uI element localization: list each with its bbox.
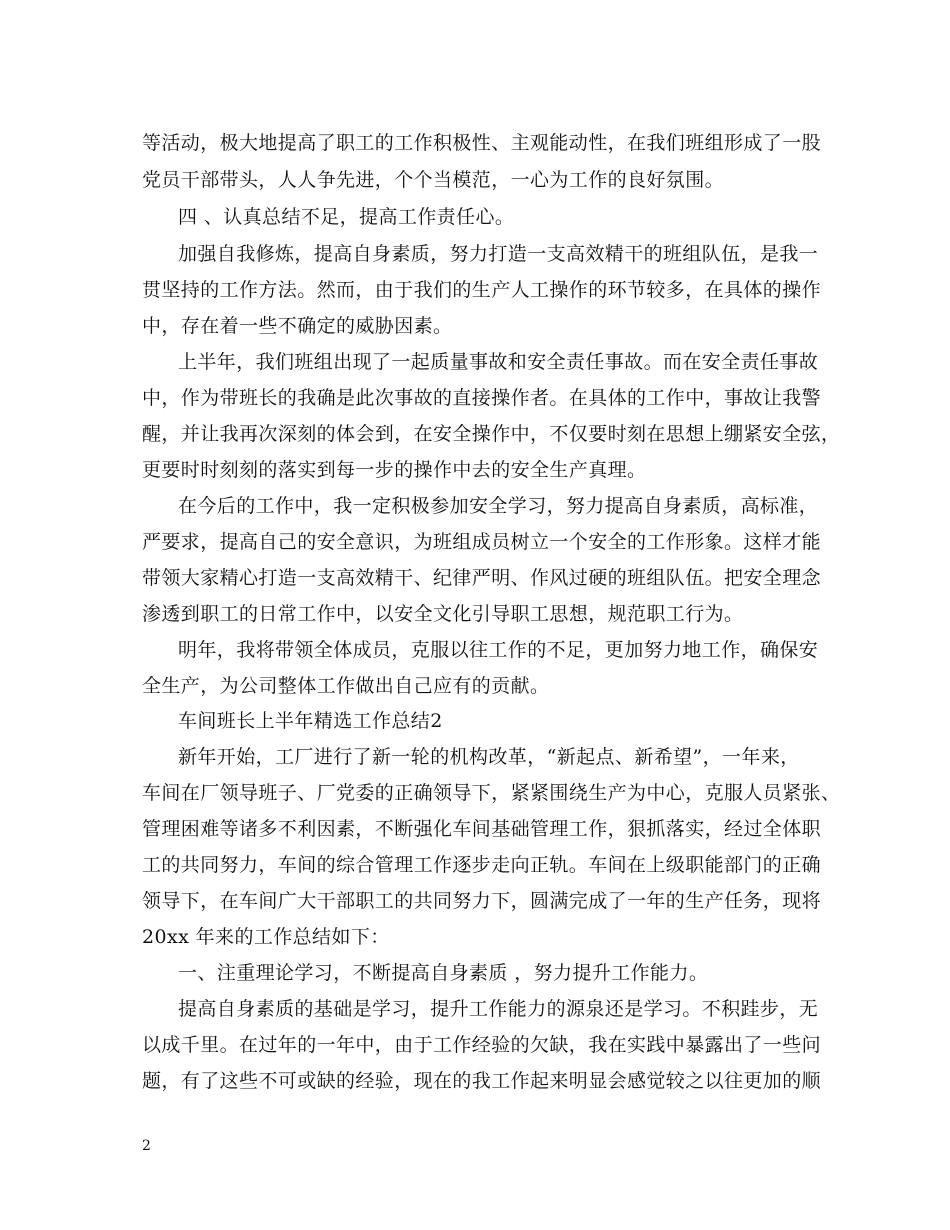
text-line: 提高自身素质的基础是学习，提升工作能力的源泉还是学习。不积跬步，无 [178,998,819,1020]
text-line: 车间在厂领导班子、厂党委的正确领导下，紧紧围绕生产为中心，克服人员紧张、 [142,782,841,804]
text-line: 在今后的工作中，我一定积极参加安全学习，努力提高自身素质，高标准， [178,495,819,517]
text-line: 贯坚持的工作方法。然而，由于我们的生产人工操作的环节较多，在具体的操作 [142,279,822,301]
text-line: 20xx 年来的工作总结如下： [142,926,390,948]
text-line: 题，有了这些不可或缺的经验，现在的我工作起来明显会感觉较之以往更加的顺 [142,1070,822,1092]
section-title: 车间班长上半年精选工作总结2 [178,710,443,732]
text-line: 严要求，提高自己的安全意识，为班组成员树立一个安全的工作形象。这样才能 [142,531,822,553]
text-line: 上半年，我们班组出现了一起质量事故和安全责任事故。而在安全责任事故 [178,351,819,373]
text-line: 醒，并让我再次深刻的体会到，在安全操作中，不仅要时刻在思想上绷紧安全弦， [142,423,841,445]
text-line: 管理困难等诸多不利因素，不断强化车间基础管理工作，狠抓落实，经过全体职 [142,818,822,840]
text-line: 明年，我将带领全体成员，克服以往工作的不足，更加努力地工作，确保安 [178,639,819,661]
text-line: 工的共同努力，车间的综合管理工作逐步走向正轨。车间在上级职能部门的正确 [142,854,822,876]
text-line: 领导下，在车间广大干部职工的共同努力下，圆满完成了一年的生产任务，现将 [142,890,822,912]
text-line: 新年开始，工厂进行了新一轮的机构改革，“新起点、新希望”，一年来， [178,746,800,768]
section-heading: 一、注重理论学习，不断提高自身素质 ，努力提升工作能力。 [178,962,709,984]
text-line: 中，存在着一些不确定的威胁因素。 [142,315,453,337]
text-line: 以成千里。在过年的一年中，由于工作经验的欠缺，我在实践中暴露出了一些问 [142,1034,822,1056]
text-line: 带领大家精心打造一支高效精干、纪律严明、作风过硬的班组队伍。把安全理念 [142,567,822,589]
text-line: 党员干部带头，人人争先进，个个当模范，一心为工作的良好氛围。 [142,169,725,191]
text-line: 全生产，为公司整体工作做出自己应有的贡献。 [142,675,550,697]
text-line: 加强自我修炼，提高自身素质，努力打造一支高效精干的班组队伍，是我一 [178,243,819,265]
text-line: 等活动，极大地提高了职工的工作积极性、主观能动性，在我们班组形成了一股 [142,132,822,154]
page-number: 2 [142,1138,151,1154]
text-line: 更要时时刻刻的落实到每一步的操作中去的安全生产真理。 [142,459,647,481]
text-line: 渗透到职工的日常工作中，以安全文化引导职工思想，规范职工行为。 [142,603,744,625]
text-line: 中，作为带班长的我确是此次事故的直接操作者。在具体的工作中，事故让我警 [142,387,822,409]
section-heading: 四 、认真总结不足，提高工作责任心。 [178,206,515,228]
